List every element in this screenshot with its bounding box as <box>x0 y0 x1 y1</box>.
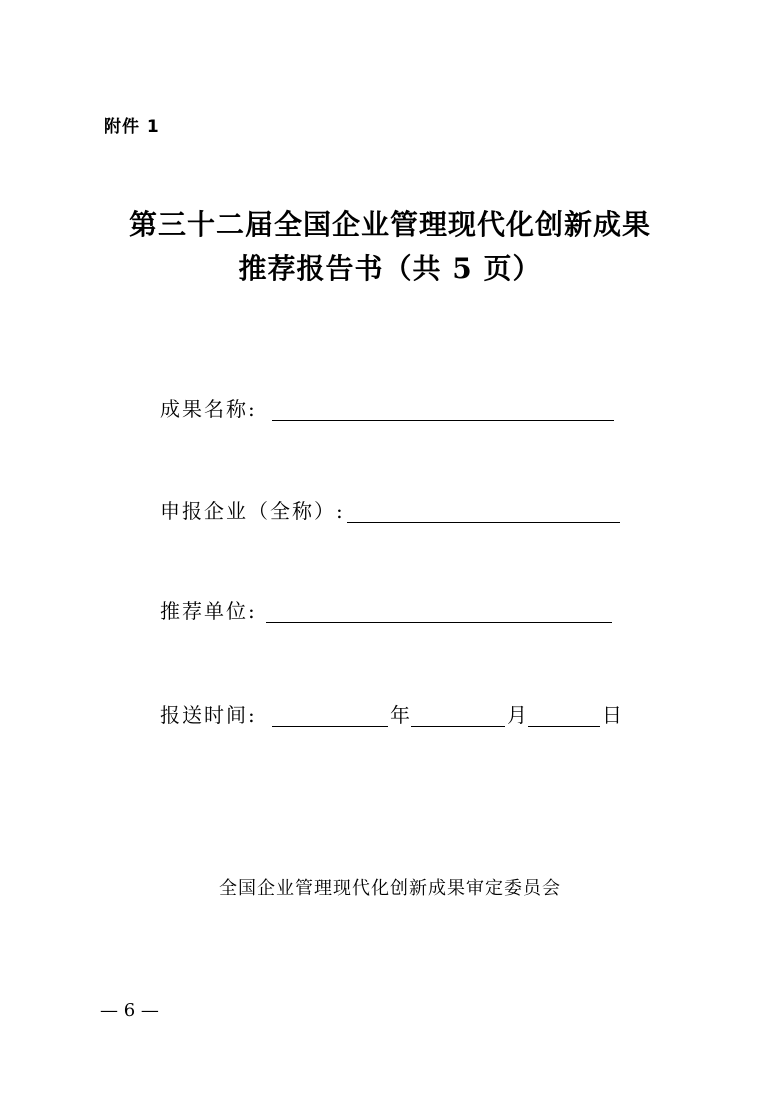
applicant-label: 申报企业（全称）: <box>160 499 345 523</box>
year-blank[interactable] <box>272 726 388 727</box>
day-unit: 日 <box>602 703 624 727</box>
recommender-label: 推荐单位: <box>160 599 257 623</box>
report-title-line-1: 第三十二届全国企业管理现代化创新成果 <box>128 208 651 241</box>
day-blank[interactable] <box>528 726 600 727</box>
recommender-blank[interactable] <box>266 622 612 623</box>
attachment-label: 附件 1 <box>104 117 160 137</box>
result-name-label: 成果名称: <box>160 397 257 421</box>
page-number: — 6 — <box>100 1000 159 1021</box>
month-blank[interactable] <box>411 726 505 727</box>
year-unit: 年 <box>390 703 412 727</box>
submit-time-label: 报送时间: <box>160 703 257 727</box>
applicant-blank[interactable] <box>347 522 620 523</box>
committee-name: 全国企业管理现代化创新成果审定委员会 <box>219 878 561 899</box>
report-title-line-2: 推荐报告书（共 5 页） <box>238 252 542 285</box>
result-name-blank[interactable] <box>272 420 614 421</box>
month-unit: 月 <box>507 703 529 727</box>
